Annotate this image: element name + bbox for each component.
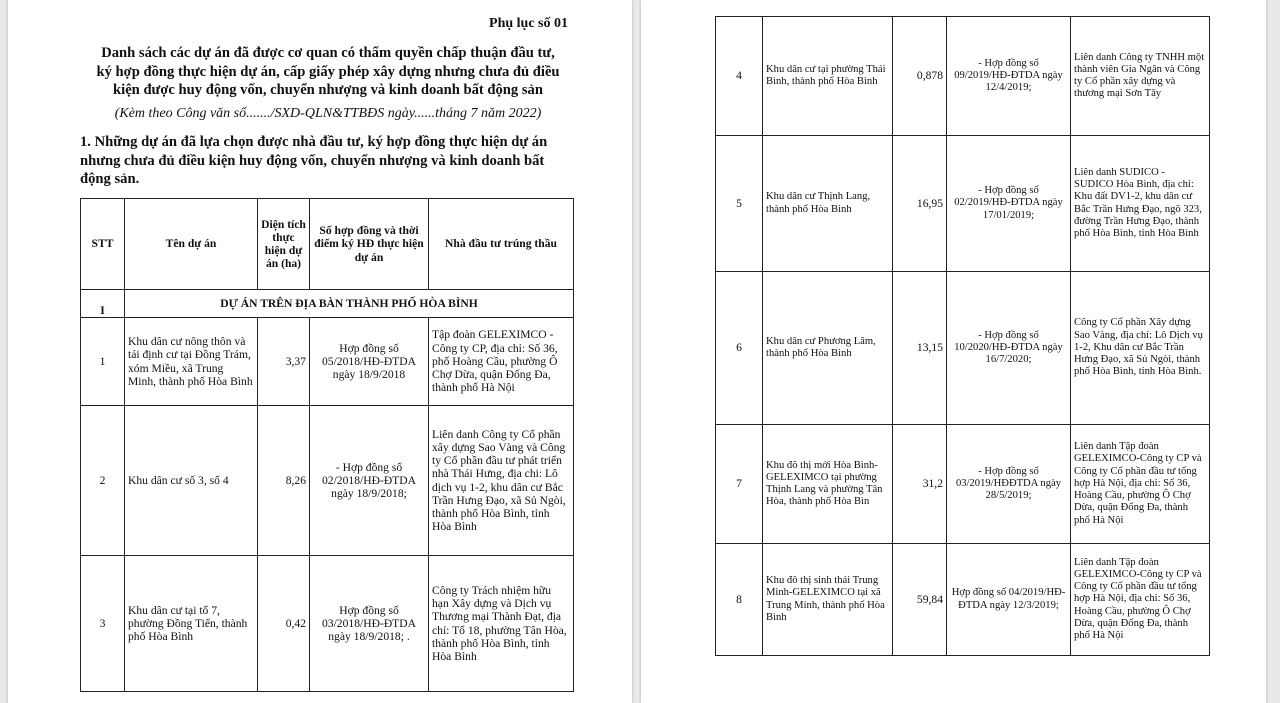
row-investor: Liên danh Tập đoàn GELEXIMCO-Công ty CP và Công ty Cổ phần đầu tư tổng hợp Hà Nội, địa chỉ: Số 36, Hoàng Cầu, phường Ô Chợ Dừa, quận Đống Đa, thành phố Hà Nội (1071, 544, 1210, 656)
document-title (78, 44, 578, 100)
row-investor: Liên danh Công ty TNHH một thành viên Gia Ngân và Công ty Cổ phần xây dựng và thương mại Sơn Tây (1071, 17, 1210, 136)
row-investor: Liên danh Công ty Cổ phần xây dựng Sao Vàng và Công ty Cổ phần đầu tư phát triển nhà Thái Hưng, địa chi: Lô dịch vụ 1-2, khu dân cư Bắc Trần Hưng Đạo, xã Sủ Ngòi, thành phố Hòa Bình, tỉnh Hòa Bình (429, 406, 574, 556)
projects-table-right (715, 16, 1210, 656)
row-stt: 3 (81, 556, 125, 692)
header-name: Tên dự án (125, 199, 258, 290)
document-subtitle: (Kèm theo Công văn số......./SXD-QLN&TTBĐS ngày......tháng 7 năm 2022) (114, 106, 542, 121)
row-project-name: Khu dân cư tại tổ 7, phường Đồng Tiến, thành phố Hòa Bình (125, 556, 258, 692)
group-number: I (81, 290, 125, 318)
row-area: 0,42 (258, 556, 310, 692)
row-stt: 4 (716, 17, 763, 136)
row-project-name: Khu dân cư Thịnh Lang, thành phố Hòa Bình (763, 136, 893, 272)
table-row (716, 136, 1210, 272)
table-row (716, 425, 1210, 544)
row-contract: Hợp đồng số 04/2019/HĐ-ĐTDA ngày 12/3/2019; (947, 544, 1071, 656)
section-heading: 1. Những dự án đã lựa chọn được nhà đầu tư, ký hợp đồng thực hiện dự án nhưng chưa đủ điều kiện huy động vốn, chuyển nhượng và kinh doanh bất động sản. (80, 134, 548, 187)
row-stt: 2 (81, 406, 125, 556)
table-row (716, 544, 1210, 656)
row-stt: 8 (716, 544, 763, 656)
row-investor: Liên danh SUDICO - SUDICO Hòa Bình, địa chỉ: Khu đất DV1-2, khu dân cư Bắc Trần Hưng Đạo, ngõ 323, đường Trần Hưng Đạo, thành phố Hòa Bình, tỉnh Hòa Bình (1071, 136, 1210, 272)
table-row (81, 406, 574, 556)
row-project-name: Khu dân cư số 3, số 4 (125, 406, 258, 556)
row-contract: - Hợp đồng số 09/2019/HĐ-ĐTDA ngày 12/4/2019; (947, 17, 1071, 136)
title-line: kiện được huy động vốn, chuyển nhượng và kinh doanh bất động sản (113, 82, 543, 98)
row-investor: Công ty Trách nhiệm hữu hạn Xây dựng và Dịch vụ Thương mại Thành Đạt, địa chỉ: Tổ 18, phường Tân Hòa, thành phố Hòa Bình, tỉnh Hòa Bình (429, 556, 574, 692)
row-stt: 6 (716, 272, 763, 425)
document-page-left (8, 0, 632, 703)
row-contract: - Hợp đồng số 10/2020/HĐ-ĐTDA ngày 16/7/2020; (947, 272, 1071, 425)
projects-table-left (80, 198, 574, 692)
row-area: 0,878 (893, 17, 947, 136)
table-header-row (81, 199, 574, 290)
table-row (81, 318, 574, 406)
row-contract: Hợp đồng số 05/2018/HĐ-ĐTDA ngày 18/9/2018 (310, 318, 429, 406)
row-stt: 5 (716, 136, 763, 272)
row-project-name: Khu đô thị mới Hòa Bình-GELEXIMCO tại phường Thịnh Lang và phường Tân Hòa, thành phố Hòa Bìn (763, 425, 893, 544)
row-stt: 1 (81, 318, 125, 406)
header-stt: STT (81, 199, 125, 290)
group-row (81, 290, 574, 318)
row-investor: Tập đoàn GELEXIMCO - Công ty CP, địa chỉ: Số 36, phố Hoàng Cầu, phường Ô Chợ Dừa, quận Đống Đa, thành phố Hà Nội (429, 318, 574, 406)
row-project-name: Khu dân cư Phương Lâm, thành phố Hòa Bình (763, 272, 893, 425)
header-contract: Số hợp đồng và thời điểm ký HĐ thực hiện dự án (310, 199, 429, 290)
row-contract: - Hợp đồng số 02/2018/HĐ-ĐTDA ngày 18/9/2018; (310, 406, 429, 556)
row-area: 13,15 (893, 272, 947, 425)
table-row (716, 17, 1210, 136)
row-area: 31,2 (893, 425, 947, 544)
header-investor: Nhà đầu tư trúng thầu (429, 199, 574, 290)
row-area: 8,26 (258, 406, 310, 556)
row-project-name: Khu dân cư tại phường Thái Bình, thành phố Hòa Bình (763, 17, 893, 136)
row-contract: - Hợp đồng số 03/2019/HĐĐTDA ngày 28/5/2019; (947, 425, 1071, 544)
title-line: Danh sách các dự án đã được cơ quan có thẩm quyền chấp thuận đầu tư, (101, 45, 555, 61)
header-area: Diện tích thực hiện dự án (ha) (258, 199, 310, 290)
document-page-right (641, 0, 1266, 703)
row-area: 59,84 (893, 544, 947, 656)
row-investor: Liên danh Tập đoàn GELEXIMCO-Công ty CP và Công ty Cổ phần đầu tư tổng hợp Hà Nội, địa chỉ: Số 36, Hoàng Cầu, phường Ô Chợ Dừa, quận Đống Đa, thành phố Hà Nội (1071, 425, 1210, 544)
row-area: 16,95 (893, 136, 947, 272)
row-contract: - Hợp đồng số 02/2019/HĐ-ĐTDA ngày 17/01/2019; (947, 136, 1071, 272)
table-row (81, 556, 574, 692)
row-investor: Công ty Cổ phần Xây dựng Sao Vàng, địa chỉ: Lô Dịch vụ 1-2, Khu dân cư Bắc Trần Hưng Đạo, xã Sủ Ngòi, thành phố Hòa Bình, tỉnh Hòa Bình. (1071, 272, 1210, 425)
table-row (716, 272, 1210, 425)
row-area: 3,37 (258, 318, 310, 406)
row-project-name: Khu dân cư nông thôn và tái định cư tại Đồng Trám, xóm Miều, xã Trung Minh, thành phố Hòa Bình (125, 318, 258, 406)
row-stt: 7 (716, 425, 763, 544)
title-line: ký hợp đồng thực hiện dự án, cấp giấy phép xây dựng nhưng chưa đủ điều (96, 63, 560, 80)
row-project-name: Khu đô thị sinh thái Trung Minh-GELEXIMCO tại xã Trung Minh, thành phố Hòa Bình (763, 544, 893, 656)
group-label: DỰ ÁN TRÊN ĐỊA BÀN THÀNH PHỐ HÒA BÌNH (125, 290, 574, 318)
row-contract: Hợp đồng số 03/2018/HĐ-ĐTDA ngày 18/9/2018; . (310, 556, 429, 692)
appendix-label: Phụ lục số 01 (489, 16, 568, 31)
